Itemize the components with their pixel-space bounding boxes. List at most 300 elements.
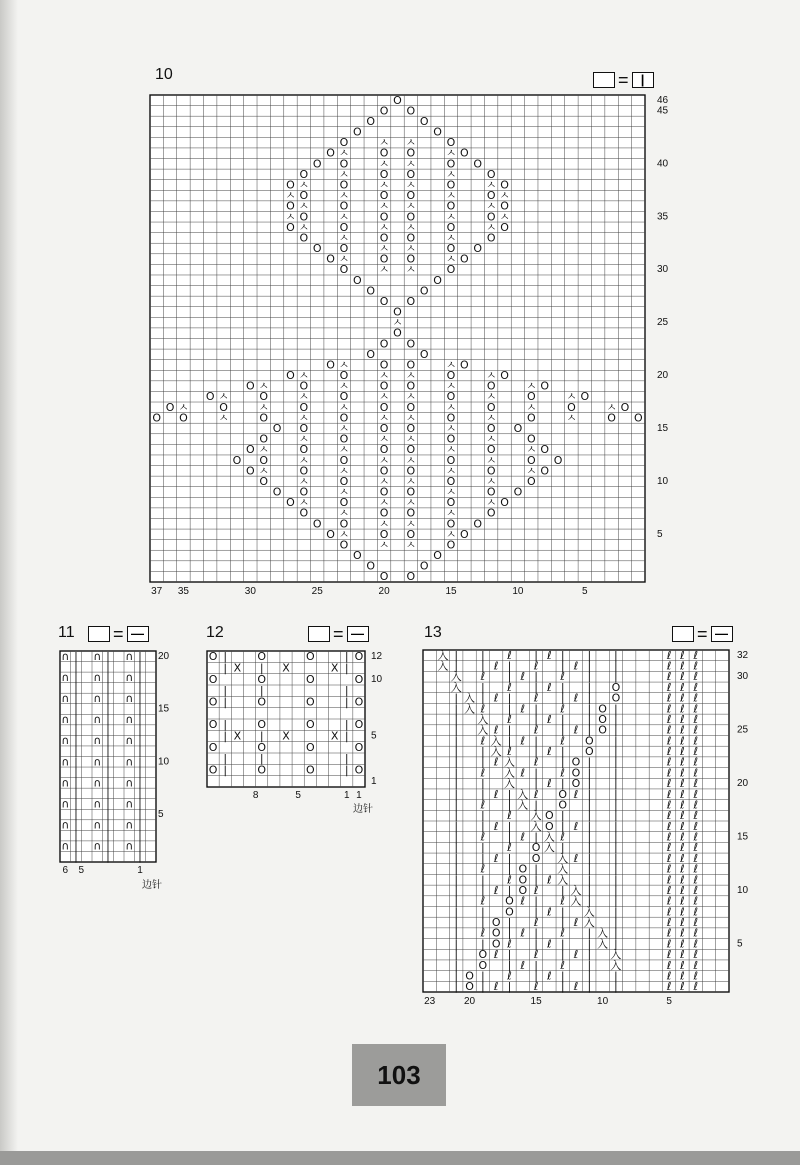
- chart-10-stitch: ㅅ: [285, 189, 296, 203]
- chart-13-stitch: ℓ: [533, 659, 539, 673]
- chart-13-stitch: ℓ: [533, 723, 539, 737]
- chart-13-stitch: |: [614, 873, 618, 887]
- chart-13-stitch: ℓ: [693, 819, 699, 833]
- chart-11-stitch: |: [106, 850, 110, 864]
- chart-10-stitch: ㅅ: [405, 474, 417, 488]
- chart-13-stitch: 入: [583, 916, 595, 930]
- chart-10-row-number: 5: [657, 528, 663, 540]
- chart-10-stitch: O: [393, 326, 402, 340]
- chart-13-stitch: O: [598, 712, 607, 726]
- chart-10-row-number: 20: [657, 370, 669, 382]
- chart-13-stitch: O: [545, 819, 554, 833]
- chart-13-row-number: 20: [737, 778, 749, 790]
- chart-11-stitch: ∩: [61, 649, 70, 663]
- chart-10-stitch: O: [446, 178, 456, 192]
- chart-10-stitch: ㅅ: [378, 263, 390, 277]
- chart-13-stitch: |: [454, 937, 459, 951]
- chart-13-stitch: 入: [610, 948, 622, 962]
- chart-13-stitch: O: [611, 691, 621, 705]
- chart-13-stitch: O: [545, 809, 554, 823]
- chart-10-stitch: O: [406, 231, 416, 245]
- chart-13-stitch: ℓ: [666, 712, 672, 726]
- chart-13-stitch: ℓ: [666, 894, 672, 908]
- chart-13-stitch: ℓ: [693, 894, 699, 908]
- chart-13-stitch: |: [534, 680, 538, 694]
- chart-10-stitch: O: [366, 114, 376, 128]
- chart-10-stitch: ㅅ: [485, 390, 497, 404]
- chart-12-stitch: |: [223, 695, 228, 709]
- chart-10-stitch: O: [339, 390, 349, 404]
- chart-13-stitch: ℓ: [666, 798, 672, 812]
- chart-13-stitch: ℓ: [533, 787, 539, 801]
- chart-10-stitch: ㅅ: [405, 517, 417, 531]
- chart-11-stitch: |: [138, 818, 142, 832]
- chart-10-stitch: O: [299, 506, 309, 520]
- chart-13-stitch: ℓ: [573, 787, 579, 801]
- chart-13-stitch: ℓ: [573, 723, 579, 737]
- chart-10-stitch: O: [379, 527, 389, 541]
- chart-10-row-number: 15: [657, 422, 669, 434]
- chart-13-stitch: ℓ: [680, 670, 685, 684]
- chart-12-stitch: X: [330, 729, 339, 743]
- chart-13-stitch: |: [454, 969, 459, 983]
- chart-10-stitch: O: [339, 517, 349, 531]
- chart-13-stitch: |: [454, 745, 459, 759]
- chart-10-stitch: ㅅ: [485, 474, 497, 488]
- chart-10-stitch: O: [526, 411, 536, 425]
- chart-13-stitch: ℓ: [480, 766, 486, 780]
- chart-13-stitch: |: [614, 702, 618, 716]
- chart-10-stitch: ㅅ: [258, 443, 270, 457]
- chart-13-stitch: ℓ: [666, 862, 672, 876]
- chart-10-stitch: ㅅ: [405, 432, 417, 446]
- chart-13-row-number: 10: [737, 884, 749, 896]
- chart-10-stitch: O: [353, 273, 362, 287]
- chart-10-stitch: O: [406, 464, 416, 478]
- chart-13-stitch: |: [534, 969, 538, 983]
- chart-13-stitch: ℓ: [560, 830, 565, 844]
- chart-13-stitch: 入: [490, 745, 502, 759]
- chart-12-stitch: |: [344, 661, 349, 675]
- chart-10-stitch: ㅅ: [405, 242, 417, 256]
- chart-10-stitch: ㅅ: [298, 178, 310, 192]
- chart-13-stitch: |: [454, 691, 459, 705]
- chart-13-stitch: |: [587, 648, 592, 662]
- chart-13-row-number: 15: [737, 831, 749, 843]
- chart-13-stitch: |: [481, 841, 485, 855]
- chart-13-stitch: |: [507, 734, 512, 748]
- chart-13-stitch: ℓ: [520, 894, 526, 908]
- chart-13-stitch: ℓ: [680, 712, 685, 726]
- chart-10-col-number: 35: [177, 586, 190, 597]
- chart-13-stitch: ℓ: [507, 873, 512, 887]
- chart-12-stitch: O: [305, 695, 315, 709]
- chart-13-stitch: ℓ: [693, 916, 699, 930]
- chart-13-stitch: |: [507, 659, 512, 673]
- chart-11-stitch: |: [106, 755, 110, 769]
- chart-11-stitch: |: [74, 776, 78, 790]
- chart-10-stitch: ㅅ: [499, 189, 510, 203]
- chart-10-stitch: ㅅ: [338, 506, 350, 520]
- chart-10-stitch: O: [299, 443, 309, 457]
- chart-13-stitch: |: [560, 659, 565, 673]
- chart-13-stitch: ℓ: [666, 830, 672, 844]
- chart-13-stitch: ℓ: [693, 851, 699, 865]
- chart-13-stitch: ℓ: [493, 691, 499, 705]
- chart-13-stitch: ℓ: [493, 723, 499, 737]
- chart-10-stitch: O: [406, 379, 416, 393]
- chart-10-stitch: O: [379, 485, 389, 499]
- chart-12-col-number: 8: [252, 790, 259, 801]
- chart-13-stitch: ℓ: [693, 659, 699, 673]
- chart-11-stitch: ∩: [61, 670, 70, 684]
- chart-13-stitch: ℓ: [680, 755, 685, 769]
- chart-13-stitch: ℓ: [666, 883, 672, 897]
- chart-13-stitch: ℓ: [547, 873, 552, 887]
- chart-13-stitch: |: [454, 712, 459, 726]
- chart-13-stitch: ℓ: [693, 787, 699, 801]
- chart-13-stitch: 入: [557, 851, 569, 865]
- chart-10-stitch: O: [379, 104, 389, 118]
- chart-10-stitch: ㅅ: [405, 263, 417, 277]
- chart-12-stitch: |: [223, 718, 228, 732]
- chart-13-stitch: 入: [503, 766, 515, 780]
- chart-12-stitch: X: [330, 661, 339, 675]
- chart-10-stitch: ㅅ: [338, 210, 350, 224]
- chart-10-stitch: ㅅ: [392, 316, 403, 330]
- chart-10-stitch: O: [406, 167, 416, 181]
- chart-10-col-number: 37: [151, 586, 163, 597]
- chart-13-stitch: |: [454, 916, 459, 930]
- chart-10-stitch: O: [393, 93, 402, 107]
- chart-10-stitch: O: [339, 157, 349, 171]
- chart-13-stitch: ℓ: [693, 948, 699, 962]
- chart-13-stitch: ℓ: [666, 809, 672, 823]
- chart-10-stitch: O: [486, 231, 496, 245]
- chart-13-stitch: ℓ: [666, 691, 672, 705]
- chart-10-stitch: O: [379, 379, 389, 393]
- chart-13-stitch: ℓ: [547, 648, 552, 662]
- chart-13-stitch: ℓ: [680, 745, 685, 759]
- chart-10-stitch: O: [446, 157, 456, 171]
- chart-10-stitch: O: [219, 400, 228, 414]
- chart-13-stitch: O: [518, 883, 528, 897]
- chart-12-row-number: 1: [371, 775, 377, 787]
- chart-13-stitch: ℓ: [666, 777, 672, 791]
- legend-symbol: |: [632, 72, 654, 88]
- chart-10-stitch: O: [486, 379, 496, 393]
- chart-11-stitch: ∩: [125, 839, 134, 853]
- chart-13-stitch: |: [481, 851, 485, 865]
- chart-10-stitch: ㅅ: [405, 496, 417, 510]
- chart-11-stitch: |: [138, 786, 142, 800]
- chart-13-stitch: ℓ: [666, 766, 672, 780]
- chart-11-stitch: ∩: [61, 713, 70, 727]
- chart-12-stitch: O: [354, 695, 364, 709]
- page-bottom-edge: [0, 1151, 800, 1165]
- chart-13-stitch: |: [534, 862, 538, 876]
- chart-11-stitch: ∩: [93, 797, 102, 811]
- chart-13-stitch: ℓ: [666, 702, 672, 716]
- chart-13-stitch: |: [481, 819, 485, 833]
- chart-10-stitch: O: [486, 443, 496, 457]
- chart-12-row-number: 12: [371, 651, 383, 663]
- chart-10-stitch: ㅅ: [378, 453, 390, 467]
- chart-11-stitch: |: [74, 713, 78, 727]
- chart-10-stitch: O: [353, 125, 362, 139]
- chart-13-stitch: ℓ: [533, 916, 539, 930]
- chart-11-row-number: 20: [158, 650, 170, 662]
- chart-10-stitch: O: [339, 136, 349, 150]
- chart-12-stitch: X: [282, 729, 290, 743]
- chart-12-stitch: |: [223, 661, 228, 675]
- chart-10-stitch: O: [326, 146, 335, 160]
- chart-11-stitch: ∩: [93, 734, 102, 748]
- chart-11-stitch: |: [74, 829, 78, 843]
- chart-10-stitch: ㅅ: [445, 210, 457, 224]
- chart-10-stitch: O: [339, 369, 349, 383]
- page-number: 103: [352, 1044, 446, 1106]
- chart-10-stitch: O: [379, 231, 389, 245]
- chart-10-label: 10: [155, 66, 173, 83]
- chart-10-stitch: O: [272, 485, 282, 499]
- chart-13-stitch: O: [491, 937, 501, 951]
- chart-13-stitch: ℓ: [693, 862, 699, 876]
- equals-sign: =: [113, 624, 124, 644]
- chart-13-stitch: |: [587, 659, 592, 673]
- chart-10-stitch: O: [460, 358, 469, 372]
- chart-10-stitch: ㅅ: [525, 379, 537, 393]
- chart-13-stitch: |: [507, 980, 512, 994]
- chart-13-stitch: ℓ: [666, 659, 672, 673]
- equals-sign: =: [618, 70, 629, 90]
- chart-13-stitch: ℓ: [666, 926, 672, 940]
- chart-13-row-number: 5: [737, 938, 743, 950]
- chart-10-stitch: O: [339, 432, 349, 446]
- chart-13-stitch: |: [587, 883, 592, 897]
- chart-13-stitch: ℓ: [480, 798, 486, 812]
- chart-13-stitch: ℓ: [693, 841, 699, 855]
- chart-10-stitch: ㅅ: [298, 369, 310, 383]
- chart-10-stitch: O: [379, 421, 389, 435]
- chart-13-stitch: ℓ: [520, 766, 526, 780]
- chart-13-stitch: O: [584, 745, 594, 759]
- chart-13-stitch: |: [481, 980, 485, 994]
- chart-13-stitch: 入: [464, 702, 476, 716]
- chart-12-stitch: O: [257, 740, 267, 754]
- chart-13-stitch: 入: [490, 734, 502, 748]
- chart-12-stitch: |: [223, 684, 228, 698]
- chart-13-col-number: 23: [424, 996, 436, 1007]
- chart-13-stitch: 入: [517, 798, 529, 812]
- chart-13-stitch: ℓ: [666, 958, 672, 972]
- chart-10-stitch: O: [339, 411, 349, 425]
- chart-12-stitch: O: [208, 695, 218, 709]
- chart-13-stitch: ℓ: [520, 830, 526, 844]
- chart-10-stitch: O: [339, 178, 349, 192]
- chart-10-stitch: O: [446, 453, 456, 467]
- chart-10-stitch: O: [607, 411, 616, 425]
- chart-11-stitch: ∩: [125, 734, 134, 748]
- chart-10-stitch: ㅅ: [405, 369, 417, 383]
- chart-10-stitch: O: [406, 146, 416, 160]
- chart-11-stitch: ∩: [61, 691, 70, 705]
- chart-13-stitch: 入: [503, 777, 515, 791]
- chart-10-stitch: ㅅ: [378, 390, 390, 404]
- chart-10-stitch: O: [406, 210, 416, 224]
- chart-13-stitch: |: [534, 926, 538, 940]
- chart-13-stitch: ℓ: [680, 691, 685, 705]
- chart-13-stitch: ℓ: [693, 734, 699, 748]
- chart-13-stitch: O: [518, 873, 528, 887]
- chart-13-stitch: ℓ: [480, 894, 486, 908]
- chart-13-stitch: ℓ: [480, 734, 486, 748]
- chart-10-stitch: ㅅ: [258, 400, 270, 414]
- chart-10-stitch: O: [339, 263, 349, 277]
- chart-11-stitch: ∩: [125, 755, 134, 769]
- chart-13-stitch: ℓ: [693, 937, 699, 951]
- chart-13-stitch: 入: [450, 680, 462, 694]
- chart-13-stitch: ℓ: [693, 809, 699, 823]
- chart-13-stitch: ℓ: [666, 905, 672, 919]
- chart-10-col-number: 5: [582, 586, 588, 597]
- chart-10-stitch: O: [205, 390, 215, 404]
- chart-13-stitch: 入: [570, 883, 582, 897]
- chart-13-stitch: |: [614, 766, 618, 780]
- chart-10-stitch: ㅅ: [298, 390, 310, 404]
- chart-13-stitch: 入: [437, 648, 449, 662]
- chart-13-stitch: |: [481, 969, 485, 983]
- chart-10-stitch: O: [246, 443, 255, 457]
- chart-13-stitch: ℓ: [547, 937, 552, 951]
- chart-10-stitch: O: [379, 400, 389, 414]
- chart-10-row-number: 35: [657, 211, 669, 223]
- chart-13-stitch: |: [614, 648, 618, 662]
- chart-11-stitch: |: [74, 755, 78, 769]
- chart-11-col-number: 5: [78, 865, 85, 876]
- chart-12-stitch: O: [208, 718, 218, 732]
- chart-13-stitch: ℓ: [680, 648, 685, 662]
- chart-10-stitch: O: [165, 400, 175, 414]
- chart-13-stitch: ℓ: [560, 926, 565, 940]
- chart-10-stitch: O: [526, 453, 536, 467]
- chart-11-stitch: |: [138, 797, 142, 811]
- chart-13-stitch: |: [587, 830, 592, 844]
- chart-13-stitch: ℓ: [666, 873, 672, 887]
- chart-10-stitch: O: [379, 506, 389, 520]
- chart-10-stitch: O: [366, 559, 376, 573]
- chart-13-stitch: |: [614, 723, 618, 737]
- chart-10-stitch: O: [633, 411, 643, 425]
- chart-10-stitch: ㅅ: [298, 432, 310, 446]
- chart-10-stitch: ㅅ: [338, 167, 350, 181]
- chart-13-stitch: ℓ: [666, 787, 672, 801]
- chart-10-stitch: O: [326, 252, 335, 266]
- chart-10-stitch: O: [526, 432, 536, 446]
- chart-12-stitch: |: [259, 752, 264, 766]
- chart-13-stitch: |: [614, 712, 618, 726]
- chart-10-stitch: ㅅ: [378, 538, 390, 552]
- chart-13-stitch: |: [614, 851, 618, 865]
- chart-13-stitch: ℓ: [693, 648, 699, 662]
- chart-10-stitch: O: [406, 189, 416, 203]
- chart-12-stitch: O: [305, 650, 315, 664]
- chart-13-stitch: ℓ: [480, 830, 486, 844]
- chart-13-stitch: |: [560, 916, 565, 930]
- chart-13-col-number: 5: [666, 996, 672, 1007]
- chart-10-stitch: ㅅ: [338, 443, 350, 457]
- legend-symbol: —: [127, 626, 149, 642]
- chart-13-stitch: O: [584, 734, 594, 748]
- chart-13-stitch: 入: [503, 755, 515, 769]
- chart-13-stitch: |: [507, 851, 512, 865]
- chart-12-col-number: 1: [343, 790, 350, 801]
- chart-13-stitch: ℓ: [547, 712, 552, 726]
- chart-13-stitch: 入: [517, 787, 529, 801]
- chart-10-stitch: O: [299, 379, 309, 393]
- chart-10-stitch: ㅅ: [445, 485, 457, 499]
- chart-10-stitch: ㅅ: [445, 527, 457, 541]
- chart-10-row-number: 25: [657, 317, 669, 329]
- chart-10-stitch: O: [299, 167, 309, 181]
- chart-12-col-number: 1: [356, 790, 362, 801]
- chart-11-label: 11: [58, 624, 75, 641]
- chart-10-stitch: ㅅ: [405, 220, 417, 234]
- chart-13-stitch: |: [560, 712, 565, 726]
- chart-11-stitch: |: [138, 744, 142, 758]
- chart-11-col-number: 6: [62, 865, 69, 876]
- chart-13-stitch: |: [560, 691, 565, 705]
- chart-13-stitch: ℓ: [680, 883, 685, 897]
- chart-13-stitch: |: [587, 787, 592, 801]
- chart-13-stitch: ℓ: [520, 702, 526, 716]
- chart-13-stitch: |: [560, 680, 565, 694]
- chart-10-stitch: O: [446, 496, 456, 510]
- chart-11-edge-label: 边针: [142, 880, 162, 891]
- chart-13-stitch: ℓ: [666, 734, 672, 748]
- chart-13-stitch: ℓ: [547, 969, 552, 983]
- chart-10-stitch: ㅅ: [378, 157, 390, 171]
- chart-13-stitch: |: [454, 862, 459, 876]
- chart-13-stitch: ℓ: [680, 851, 685, 865]
- chart-10-stitch: O: [353, 549, 362, 563]
- chart-10-row-number: 40: [657, 158, 669, 170]
- chart-13-stitch: |: [454, 809, 459, 823]
- chart-10-stitch: O: [312, 517, 322, 531]
- chart-13-stitch: 入: [464, 691, 476, 705]
- chart-13-stitch: |: [454, 702, 459, 716]
- chart-13-stitch: |: [534, 905, 538, 919]
- chart-10-stitch: O: [446, 263, 456, 277]
- chart-12-stitch: O: [257, 672, 267, 686]
- chart-10-row-number: 46: [657, 94, 669, 106]
- chart-13-stitch: ℓ: [680, 916, 685, 930]
- chart-13-stitch: |: [587, 809, 592, 823]
- chart-13-stitch: ℓ: [547, 905, 552, 919]
- chart-13-row-number: 32: [737, 649, 749, 661]
- chart-10-stitch: ㅅ: [338, 231, 350, 245]
- chart-13-stitch: |: [454, 958, 459, 972]
- chart-12-stitch: |: [344, 650, 349, 664]
- chart-11-stitch: |: [106, 786, 110, 800]
- chart-10-stitch: ㅅ: [338, 400, 350, 414]
- chart-10-stitch: O: [540, 379, 549, 393]
- chart-10-stitch: O: [299, 189, 309, 203]
- chart-13-stitch: ℓ: [493, 948, 499, 962]
- chart-13-stitch: ℓ: [507, 712, 512, 726]
- chart-13-stitch: |: [507, 926, 512, 940]
- chart-10-row-number: 30: [657, 264, 669, 276]
